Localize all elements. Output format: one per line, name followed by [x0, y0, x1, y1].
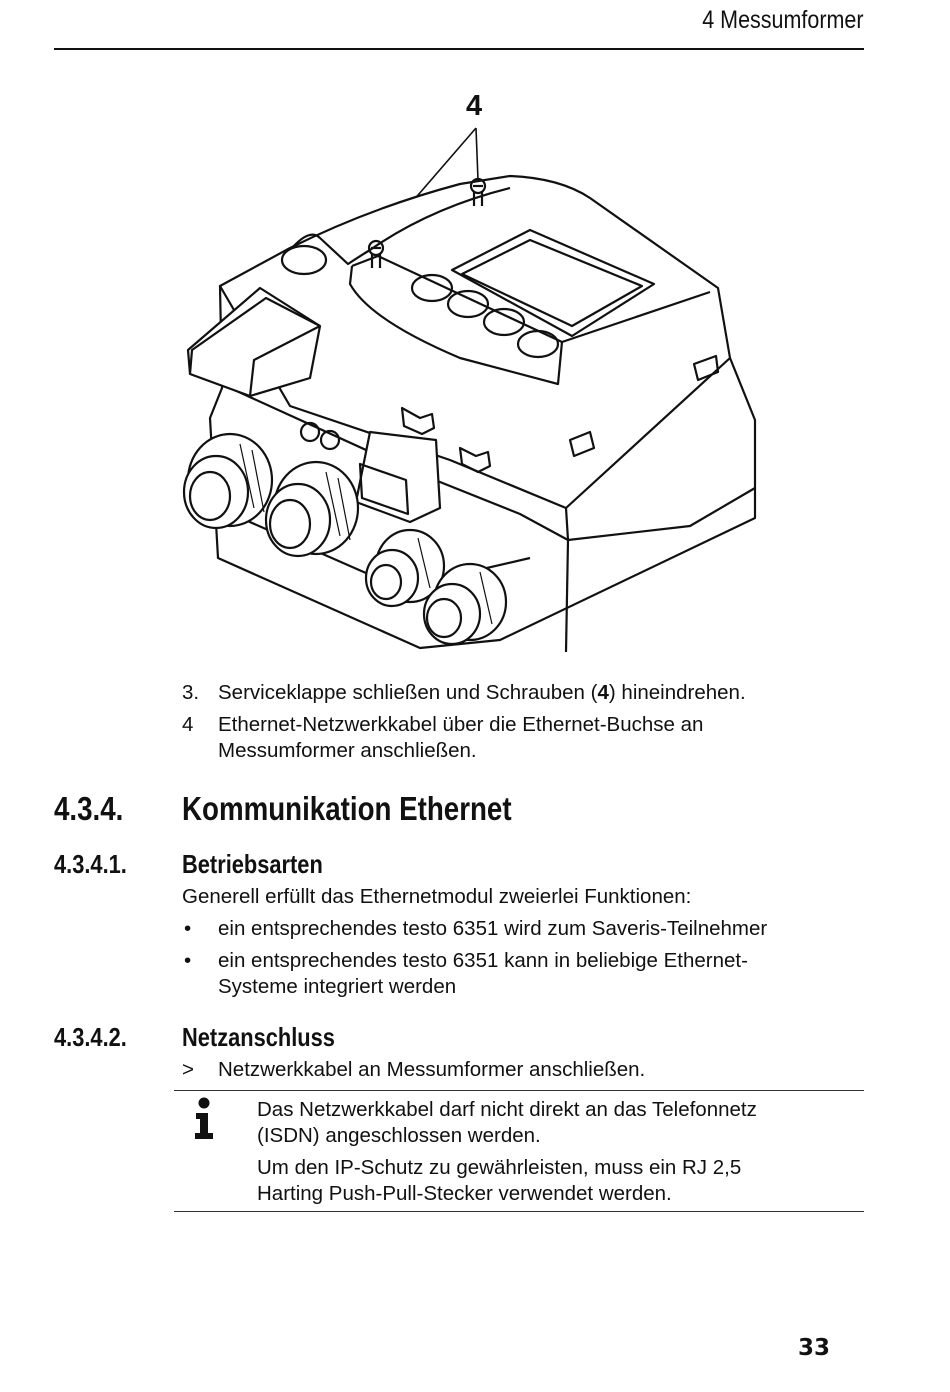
subsection-title: Betriebsarten [182, 849, 323, 879]
action-mark: > [182, 1058, 194, 1081]
running-header: 4 Messumformer [702, 6, 864, 34]
header-rule [54, 48, 864, 50]
note-text: Das Netzwerkkabel darf nicht direkt an das Telefonnetz (ISDN) angeschlossen werden. [257, 1098, 757, 1147]
figure-callout-label: 4 [466, 90, 483, 122]
section-number: 4.3.4. [54, 790, 124, 827]
device-illustration [170, 88, 770, 668]
action-text: Netzwerkkabel an Messumformer anschließen. [218, 1058, 646, 1081]
page-number: 33 [798, 1335, 831, 1361]
subsection-title: Netzanschluss [182, 1022, 335, 1052]
info-icon [190, 1097, 218, 1141]
bullet-mark: • [184, 949, 192, 972]
bullet-mark: • [184, 917, 192, 940]
step-text: Serviceklappe schließen und Schrauben (4) hineindrehen. [218, 681, 746, 704]
subsection-number: 4.3.4.2. [54, 1022, 127, 1052]
note-text: Um den IP-Schutz zu gewährleisten, muss ein RJ 2,5 Harting Push-Pull-Stecker verwendet werden. [257, 1156, 742, 1205]
section-title: Kommunikation Ethernet [182, 790, 512, 827]
subsection-number: 4.3.4.1. [54, 849, 127, 879]
step-text: Ethernet-Netzwerkkabel über die Ethernet-Buchse an Messumformer anschließen. [218, 713, 704, 762]
intro-paragraph: Generell erfüllt das Ethernetmodul zweierlei Funktionen: [182, 885, 692, 908]
note-bottom-rule [174, 1211, 864, 1212]
list-item-text: ein entsprechendes testo 6351 kann in beliebige Ethernet- Systeme integriert werden [218, 949, 748, 998]
step-number: 4 [182, 713, 194, 736]
list-item-text: ein entsprechendes testo 6351 wird zum Saveris-Teilnehmer [218, 917, 768, 940]
note-top-rule [174, 1090, 864, 1091]
step-number: 3. [182, 681, 200, 704]
